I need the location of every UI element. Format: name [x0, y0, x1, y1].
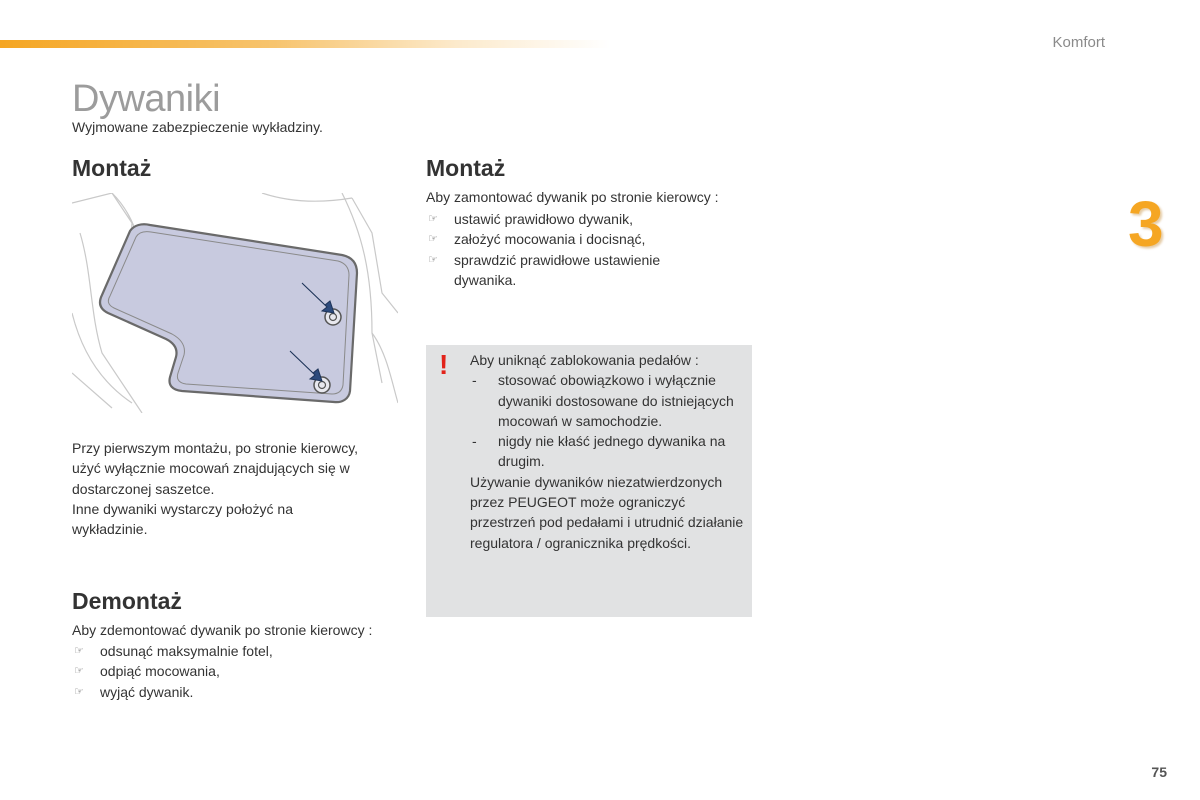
warning-item: - stosować obowiązkowo i wyłącznie dywaniki dostosowane do istniejących mocowań w samochodzie.: [472, 372, 734, 429]
page-number: 75: [1151, 764, 1167, 780]
list-item: ☞ założyć mocowania i docisnąć,: [426, 229, 756, 249]
exclamation-icon: !: [439, 349, 449, 380]
warning-item: - nigdy nie kłaść jednego dywanika na drugim.: [472, 433, 726, 470]
pointing-hand-icon: ☞: [74, 645, 84, 657]
installation-steps: [426, 209, 756, 290]
list-item: ☞ odpiąć mocowania,: [72, 661, 402, 681]
installation-intro: Aby zamontować dywanik po stronie kierowcy :: [426, 189, 719, 205]
warning-note: Używanie dywaników niezatwierdzonych przez PEUGEOT może ograniczyć przestrzeń pod pedałami i utrudnić działanie regulatora / ogranicznika prędkości.: [470, 473, 744, 551]
chapter-number: 3: [1128, 188, 1164, 260]
warning-intro: Aby uniknąć zablokowania pedałów :: [470, 352, 699, 368]
page-title: Dywaniki: [72, 78, 221, 120]
warning-content: [470, 350, 750, 553]
removal-steps: [72, 641, 402, 702]
pointing-hand-icon: ☞: [428, 233, 438, 246]
pointing-hand-icon: ☞: [428, 253, 438, 266]
header-accent-bar: [0, 40, 610, 48]
warning-box: [426, 345, 752, 617]
list-item: ☞ wyjąć dywanik.: [72, 682, 402, 702]
pointing-hand-icon: ☞: [74, 665, 84, 678]
list-item: ☞ odsunąć maksymalnie fotel,: [72, 641, 402, 661]
installation-heading-right: Montaż: [426, 155, 506, 181]
installation-paragraph: Przy pierwszym montażu, po stronie kierowcy, użyć wyłącznie mocowań znajdujących się w dostarczonej saszetce. Inne dywaniki wystarczy położyć na wykładzinie.: [72, 440, 359, 538]
section-name: Komfort: [1052, 34, 1105, 51]
floor-mat-illustration: [72, 193, 398, 413]
installation-heading-left: Montaż: [72, 155, 152, 181]
list-item: ☞ ustawić prawidłowo dywanik,: [426, 209, 756, 229]
list-item: ☞ sprawdzić prawidłowe ustawienie dywanika.: [428, 251, 661, 288]
page-subtitle: Wyjmowane zabezpieczenie wykładziny.: [72, 119, 323, 135]
removal-intro: Aby zdemontować dywanik po stronie kierowcy :: [72, 622, 373, 638]
pointing-hand-icon: ☞: [74, 685, 84, 698]
removal-heading: Demontaż: [72, 588, 182, 614]
pointing-hand-icon: ☞: [428, 213, 438, 225]
